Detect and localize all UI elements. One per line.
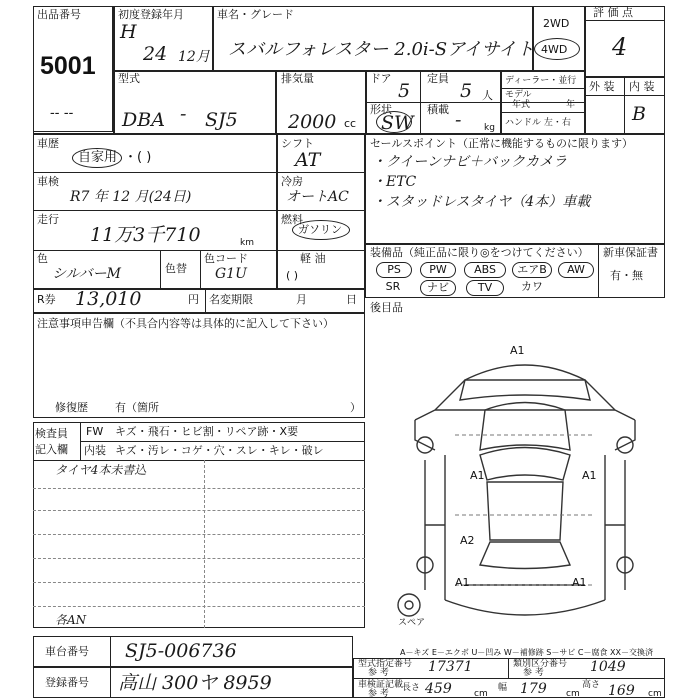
inspector-note-1: タイヤ4本未書込 (55, 463, 147, 477)
load-value: - (455, 109, 462, 131)
car-damage-diagram (395, 340, 655, 640)
score-value: 4 (612, 33, 628, 61)
vin-value: SJ5-006736 (125, 640, 237, 662)
sales-point-1: ・クイーンナビ＋バックカメラ (372, 154, 568, 170)
lot-marks: -- -- (50, 105, 74, 121)
type-code: SJ5 (205, 109, 238, 131)
drive-2wd: 2WD (543, 17, 570, 30)
recycle-value: 13,010 (75, 288, 142, 310)
lot-label: 出品番号 (37, 8, 81, 21)
equipment-label: 装備品（純正品に限り◎をつけてください） (370, 246, 589, 259)
vin-label: 車台番号 (45, 645, 89, 658)
mileage-label: 走行 (37, 213, 59, 226)
recycle-label: R券 (37, 293, 56, 306)
recolor-label: 色替 (165, 262, 187, 275)
class-num-label-1: 類別区分番号 (513, 659, 568, 669)
disp-unit: cc (344, 117, 357, 130)
name-change-month: 月 (296, 293, 307, 306)
history-paren: ・( ) (124, 150, 152, 165)
shaken-label: 車検 (37, 175, 59, 188)
fw-label: FW (86, 425, 104, 438)
width-label: 幅 (498, 683, 508, 693)
equip-airbag: エアB (512, 262, 552, 278)
load-label: 積載 (427, 103, 449, 116)
equip-tv: TV (466, 280, 504, 296)
notes-label: 注意事項申告欄（不具合内容等は具体的に記入して下さい） (37, 317, 334, 330)
equip-pw: PW (420, 262, 456, 278)
repair-label: 修復歴 (55, 401, 88, 414)
spare-label: スペア (398, 618, 426, 628)
name-change-day: 日 (346, 293, 357, 306)
sales-point-3: ・スタッドレスタイヤ（4本）車載 (372, 194, 591, 210)
capacity-label: 定員 (427, 72, 449, 85)
equip-abs: ABS (464, 262, 506, 278)
handle-label: ハンドル 左・右 (505, 118, 571, 128)
lot-number: 5001 (40, 52, 96, 80)
diesel-label: 軽 油 (300, 252, 326, 265)
history-value: 自家用 (78, 150, 118, 165)
capacity-value: 5 (460, 80, 473, 102)
era: H (120, 21, 137, 43)
damage-mark-3: A1 (582, 469, 597, 482)
inspector-label-2: 記入欄 (35, 443, 68, 456)
damage-legend: A－キズ E－エクボ U－凹み W－補修跡 S－サビ C－腐食 XX－交換済 (400, 648, 654, 657)
length-unit: cm (474, 689, 488, 699)
seats-label: 後目品 (370, 301, 403, 314)
type-num-label-1: 型式指定番号 (358, 659, 413, 669)
doors-value: 5 (398, 80, 411, 102)
score-label: 評 価 点 (593, 6, 633, 19)
ac-label: 冷房 (281, 175, 303, 188)
int-insp-label: 内装 (84, 444, 106, 457)
reg-year: 24 (143, 43, 168, 65)
repair-value: 有（箇所 (115, 401, 159, 414)
dealer-label: ディーラー・並行 (505, 76, 577, 86)
dims-label-1: 車検証記載 (358, 680, 404, 690)
ext-label: 外 装 (589, 80, 615, 93)
fw-items: キズ・飛石・ヒビ割・リペア跡・X要 (115, 425, 299, 438)
type-num-label-2: 参 考 (368, 668, 389, 678)
inspector-note-2: 各AN (55, 613, 87, 627)
length-label: 長さ (402, 683, 421, 693)
model-year-label2: 年式 (512, 100, 531, 110)
int-value: B (632, 103, 646, 125)
damage-mark-1: A1 (510, 344, 525, 357)
drive-4wd: 4WD (541, 43, 568, 56)
color-code-label: 色コード (204, 252, 248, 265)
mileage-value: 11万3千710 (90, 224, 201, 246)
load-unit: kg (484, 123, 495, 133)
recycle-unit: 円 (188, 293, 199, 306)
mileage-unit: km (240, 238, 254, 248)
disp-label: 排気量 (281, 72, 314, 85)
sales-label: セールスポイント（正常に機能するものに限ります） (370, 137, 634, 150)
class-num-label-2: 参 考 (523, 668, 544, 678)
model-name: スバルフォレスター 2.0i-Sアイサイト (228, 39, 535, 60)
damage-mark-2: A1 (470, 469, 485, 482)
type-num-value: 17371 (428, 659, 473, 675)
equip-leather: カワ (521, 280, 543, 293)
diesel-paren: ( ) (286, 269, 299, 282)
damage-mark-4: A2 (460, 534, 475, 547)
shift-label: シフト (281, 137, 314, 150)
model-label: 車名・グレード (217, 8, 294, 21)
height-unit: cm (648, 689, 662, 699)
warranty-value: 有・無 (610, 269, 643, 282)
equip-aw: AW (558, 262, 594, 278)
height-value: 169 (608, 683, 635, 699)
type-dash: - (180, 103, 187, 125)
reg-month: 12月 (178, 49, 210, 65)
fuel-value: ガソリン (298, 223, 342, 236)
repair-close: ） (350, 401, 361, 414)
dims-label-2: 参 考 (368, 689, 389, 699)
first-reg-label: 初度登録年月 (118, 8, 184, 21)
int-insp-items: キズ・汚レ・コゲ・穴・スレ・キレ・破レ (115, 444, 324, 457)
shift-value: AT (295, 149, 321, 171)
ac-value: オートAC (286, 189, 349, 205)
type-label: 型式 (118, 72, 140, 85)
shape-label: 形状 (370, 103, 392, 116)
width-value: 179 (520, 681, 547, 697)
sales-point-2: ・ETC (372, 174, 417, 190)
history-label: 車歴 (37, 137, 59, 150)
shape-value: SW (381, 112, 414, 134)
color-label: 色 (37, 252, 48, 265)
equip-ps: PS (376, 262, 412, 278)
name-change-label: 名変期限 (209, 293, 253, 306)
damage-mark-5: A1 (455, 576, 470, 589)
color-code-value: G1U (215, 266, 247, 282)
reg-value: 高山 300ヤ 8959 (118, 672, 272, 694)
model-year-label1: モデル (505, 90, 532, 100)
capacity-unit: 人 (482, 89, 493, 102)
class-num-value: 1049 (590, 659, 626, 675)
length-value: 459 (425, 681, 452, 697)
doors-label: ドア (370, 72, 392, 85)
color-value: シルバーM (52, 266, 122, 282)
width-unit: cm (566, 689, 580, 699)
shaken-value: R7 年 12 月(24日) (70, 189, 192, 205)
fuel-label: 燃料 (281, 213, 303, 226)
inspector-label-1: 検査員 (35, 427, 68, 440)
equip-sr: SR (385, 280, 401, 293)
disp-value: 2000 (288, 111, 337, 133)
equip-navi: ナビ (420, 280, 456, 296)
int-label: 内 装 (629, 80, 655, 93)
warranty-label: 新車保証書 (603, 246, 658, 259)
reg-label: 登録番号 (45, 676, 89, 689)
damage-mark-6: A1 (572, 576, 587, 589)
height-label: 高さ (582, 680, 601, 690)
model-year-unit: 年 (566, 100, 576, 110)
type-prefix: DBA (122, 109, 165, 131)
